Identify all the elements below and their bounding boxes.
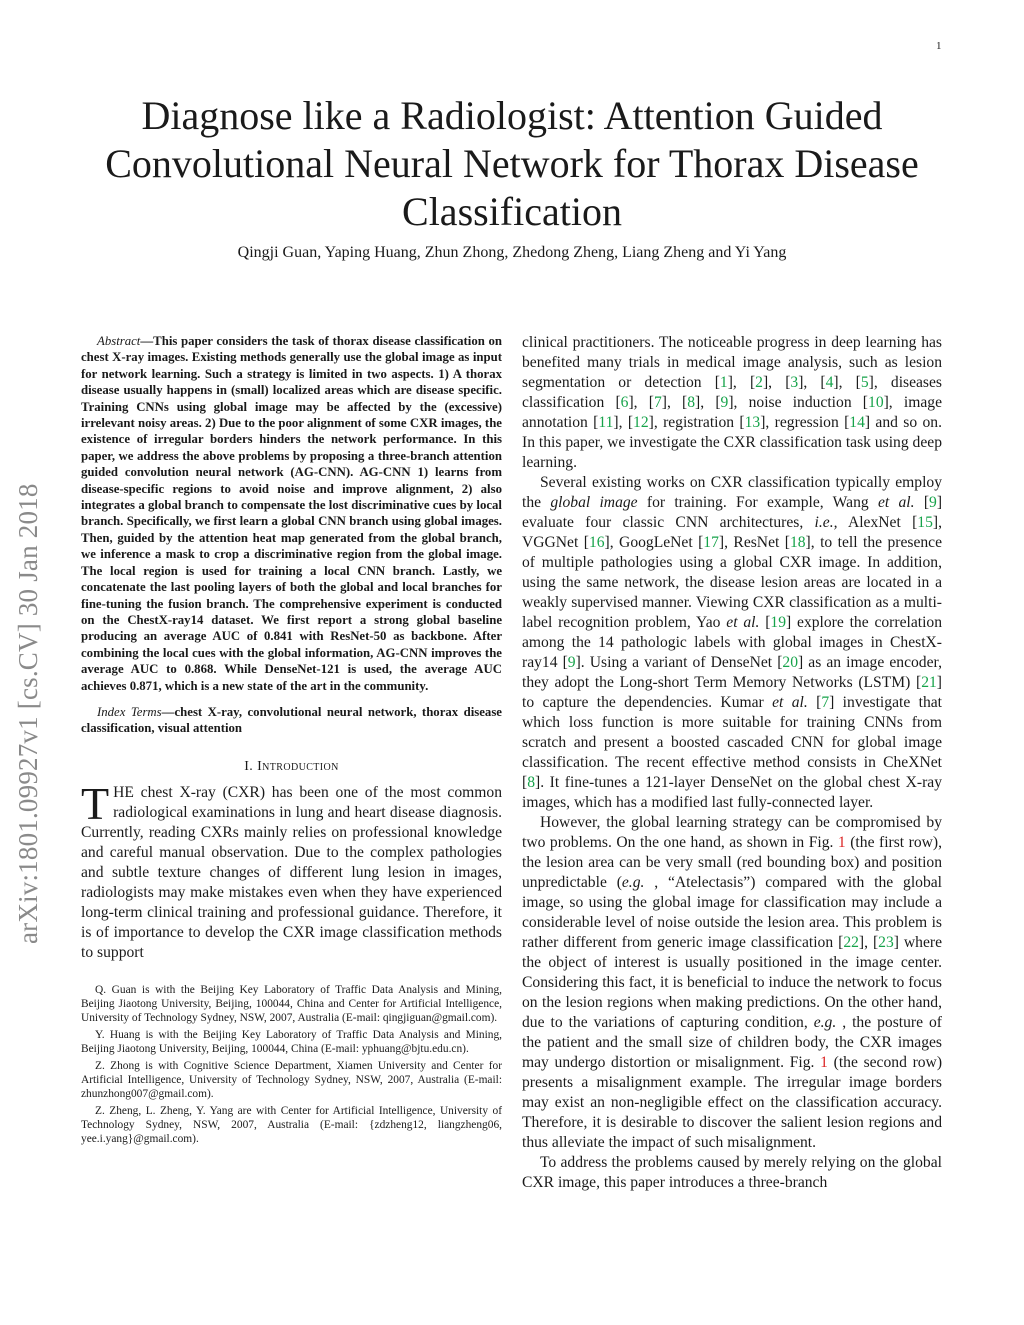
- figure-link[interactable]: 1: [837, 834, 846, 851]
- text-run: ], [: [833, 374, 861, 391]
- citation-link[interactable]: 13: [744, 414, 761, 431]
- citation-link[interactable]: 6: [620, 394, 629, 411]
- citation-link[interactable]: 16: [588, 534, 605, 551]
- citation-link[interactable]: 3: [790, 374, 799, 391]
- text-run: ], [: [762, 374, 791, 391]
- intro-text: chest X-ray (CXR) has been one of the most common radiological examinations in lung and heart disease diagnosis. Currently, reading CXRs mainly relies on professional knowledge and careful manual observation. Due to the complex pathologies and subtle texture changes of different lung lesion in images, radiologists may make mistakes even when they have experienced long-term clinical training and professional guidance. Therefore, it is of importance to develop the CXR image classification methods to support: [81, 783, 502, 961]
- text-run: clinical practitioners. The noticeable progress in deep learning has benefited many trials in medical image analysis, such as lesion segmentation or detection [: [522, 334, 942, 391]
- footnote: Z. Zhong is with Cognitive Science Department, Xiamen University and Center for Artificial Intelligence, University of Technology Sydney, NSW, 2007, Australia (E-mail: zhunzhong007@gmail.com).: [81, 1059, 502, 1100]
- body-paragraph: To address the problems caused by merely relying on the global CXR image, this paper introduces a three-branch: [522, 1154, 942, 1191]
- text-run: (the second row) presents a misalignment example. The irregular image borders may exist an non-negligible effect on the classification accuracy. Therefore, it is desirable to discover the salient lesion regions and thus alleviate the impact of such misalignment.: [522, 1054, 943, 1151]
- text-run: (the first row), the lesion area can be very small (red bounding box) and position unpredictable (: [522, 834, 942, 891]
- footnote: Y. Huang is with the Beijing Key Laboratory of Traffic Data Analysis and Mining, Beijing Jiaotong University, Beijing, 100044, China (E-mail: yphuang@bjtu.edu.cn).: [81, 1028, 502, 1055]
- section-heading: [81, 759, 502, 775]
- text-run: , “Atelectasis”) compared with the global image, so using the global image for classification may include a considerable level of noise outside the lesion area. This problem is rather different from generic image classification [: [522, 874, 942, 951]
- page-number: 1: [936, 40, 942, 52]
- text-run: However, the global learning strategy can be compromised by two problems. On the one hand, as shown in Fig.: [522, 814, 942, 851]
- text-run: ], [: [628, 394, 654, 411]
- text-run: ], [: [613, 414, 634, 431]
- text-run: for training. For example, Wang: [637, 494, 878, 511]
- citation-link[interactable]: 8: [687, 394, 696, 411]
- abstract: [81, 333, 502, 694]
- index-terms-text: —chest X-ray, convolutional neural network, thorax disease classification, visual attention: [81, 704, 502, 736]
- text-run: ], VGGNet [: [522, 514, 942, 551]
- citation-link[interactable]: 4: [825, 374, 834, 391]
- citation-link[interactable]: 7: [821, 694, 830, 711]
- footnotes: [81, 983, 502, 1146]
- citation-link[interactable]: 22: [843, 934, 859, 951]
- paper-title: Diagnose like a Radiologist: Attention Guided Convolutional Neural Network for Thorax Disease Classification: [105, 93, 919, 234]
- citation-link[interactable]: 18: [789, 534, 806, 551]
- text-run: ] explore the correlation among the 14 pathologic labels with global images in ChestX-ray14 [: [522, 614, 943, 671]
- citation-link[interactable]: 5: [860, 374, 869, 391]
- left-column: [81, 333, 502, 1149]
- text-run: ], regression [: [760, 414, 850, 431]
- text-run: ], [: [798, 374, 826, 391]
- text-run: ] as an image encoder, they adopt the Long-short Term Memory Networks (LSTM) [: [522, 654, 942, 691]
- emphasis: i.e.,: [814, 514, 838, 531]
- emphasis: et al.: [772, 694, 808, 711]
- citation-link[interactable]: 12: [633, 414, 649, 431]
- text-run: ], [: [695, 394, 721, 411]
- citation-link[interactable]: 20: [782, 654, 798, 671]
- text-run: ]. It fine-tunes a 121-layer DenseNet on the global chest X-ray images, which has a modified last fully-connected layer.: [522, 774, 942, 811]
- right-column: [522, 333, 942, 1193]
- section-title: Introduction: [257, 758, 339, 774]
- body-paragraph: [522, 473, 942, 813]
- citation-link[interactable]: 14: [849, 414, 865, 431]
- text-run: ], image annotation [: [522, 394, 942, 431]
- body-paragraph: [522, 813, 942, 1153]
- text-run: ], [: [661, 394, 688, 411]
- citation-link[interactable]: 2: [755, 374, 763, 391]
- citation-link[interactable]: 8: [527, 774, 535, 791]
- text-run: , the posture of the patient and the small size of children body, the CXR images may undergo distortion or misalignment. Fig.: [522, 1014, 942, 1071]
- text-run: ], ResNet [: [718, 534, 790, 551]
- text-run: ] to capture the dependencies. Kumar: [522, 674, 942, 711]
- abstract-text: —This paper considers the task of thorax disease classification on chest X-ray images. Existing methods generally use the global image as input for network learning. Such a strategy is limited in two aspects. 1) A thorax disease usually happens in (small) localized areas which are disease specific. Training CNNs using global image may be affected by the (excessive) irrelevant noisy areas. 2) Due to the poor alignment of some CXR images, the existence of irregular borders hinders the network performance. In this paper, we address the above problems by proposing a three-branch attention guided convolution neural network (AG-CNN). AG-CNN 1) learns from disease-specific regions to avoid noise and improve alignment, 2) also integrates a global branch to compensate the lost discriminative cues by local branch. Specifically, we first learn a global CNN branch using global images. Then, guided by the attention heat map generated from the global branch, we inference a mask to crop a discriminative region from the global image. The local region is used for training a local CNN branch. Lastly, we concatenate the last pooling layers of both the global and local branches for fine-tuning the fusion branch. The comprehensive experiment is conducted on the ChestX-ray14 dataset. We first report a strong global baseline producing an average AUC of 0.841 with ResNet-50 as backbone. After combining the local cues with the global information, AG-CNN improves the average AUC to 0.868. While DenseNet-121 is used, the average AUC achieves 0.871, which is a new state of the art in the community.: [81, 334, 502, 693]
- citation-link[interactable]: 15: [917, 514, 933, 531]
- citation-link[interactable]: 10: [868, 394, 884, 411]
- citation-link[interactable]: 17: [703, 534, 719, 551]
- intro-lead: HE: [113, 783, 134, 801]
- footnote: Q. Guan is with the Beijing Key Laboratory of Traffic Data Analysis and Mining, Beijing Jiaotong University, Beijing, 100044, China and Center for Artificial Intelligence, University of Technology Sydney, NSW, 2007, Australia (E-mail: qingjiguan@gmail.com).: [81, 983, 502, 1024]
- text-run: ], registration [: [648, 414, 745, 431]
- emphasis: et al.: [877, 494, 915, 511]
- text-run: ], [: [858, 934, 879, 951]
- drop-cap: T: [81, 777, 110, 829]
- emphasis: e.g.: [813, 1014, 837, 1031]
- text-run: [: [807, 694, 822, 711]
- text-run: ], to tell the presence of multiple pathologies using a global CXR image. In addition, using the same network, the disease lesion areas are located in a weakly supervised manner. Viewing CXR classification as a multi-label recognition problem, Yao: [522, 534, 943, 631]
- text-run: ], [: [727, 374, 756, 391]
- text-run: ], GoogLeNet [: [604, 534, 704, 551]
- index-terms: [81, 704, 502, 737]
- citation-link[interactable]: 23: [878, 934, 894, 951]
- text-run: ] investigate that which loss function is more suitable for training CNNs from scratch and present a boosted cascaded CNN for global image classification. The recent effective method consists in CheXNet [: [522, 694, 942, 791]
- abstract-label: Abstract: [97, 334, 141, 348]
- text-run: ], noise induction [: [728, 394, 869, 411]
- emphasis: et al.: [726, 614, 760, 631]
- figure-link[interactable]: 1: [820, 1054, 828, 1071]
- emphasis: e.g.: [621, 874, 645, 891]
- intro-paragraph: [81, 777, 502, 963]
- citation-link[interactable]: 7: [653, 394, 662, 411]
- text-run: ] and so on. In this paper, we investigate the CXR classification task using deep learning.: [522, 414, 943, 471]
- text-run: [: [759, 614, 771, 631]
- index-terms-label: Index Terms: [97, 704, 162, 719]
- text-run: ] where the object of interest is usually positioned in the image center. Considering this fact, it is beneficial to induce the network to focus on the lesion regions when making predictions. On the other hand, due to the variations of capturing condition,: [522, 934, 943, 1031]
- text-run: AlexNet [: [837, 514, 918, 531]
- citation-link[interactable]: 9: [567, 654, 576, 671]
- text-run: [: [914, 494, 930, 511]
- text-run: ], diseases classification [: [522, 374, 942, 411]
- citation-link[interactable]: 11: [598, 414, 614, 431]
- citation-link[interactable]: 21: [921, 674, 937, 691]
- text-run: Several existing works on CXR classification typically employ the: [522, 474, 942, 511]
- author-list: Qingji Guan, Yaping Huang, Zhun Zhong, Zhedong Zheng, Liang Zheng and Yi Yang: [237, 244, 787, 261]
- footnote: Z. Zheng, L. Zheng, Y. Yang are with Center for Artificial Intelligence, University of Technology Sydney, NSW, 2007, Australia (E-mail: {zdzheng12, liangzheng06, yee.i.yang}@gmail.com).: [81, 1104, 502, 1145]
- text-run: ] evaluate four classic CNN architectures,: [522, 494, 943, 531]
- citation-link[interactable]: 9: [929, 494, 937, 511]
- citation-link[interactable]: 1: [719, 374, 728, 391]
- text-run: ]. Using a variant of DenseNet [: [575, 654, 783, 671]
- arxiv-stamp-text: arXiv:1801.09927v1 [cs.CV] 30 Jan 2018: [13, 483, 43, 944]
- citation-link[interactable]: 19: [770, 614, 787, 631]
- body-paragraph: [522, 333, 942, 473]
- emphasis: global image: [550, 494, 638, 511]
- section-numeral: I.: [244, 758, 254, 774]
- citation-link[interactable]: 9: [720, 394, 729, 411]
